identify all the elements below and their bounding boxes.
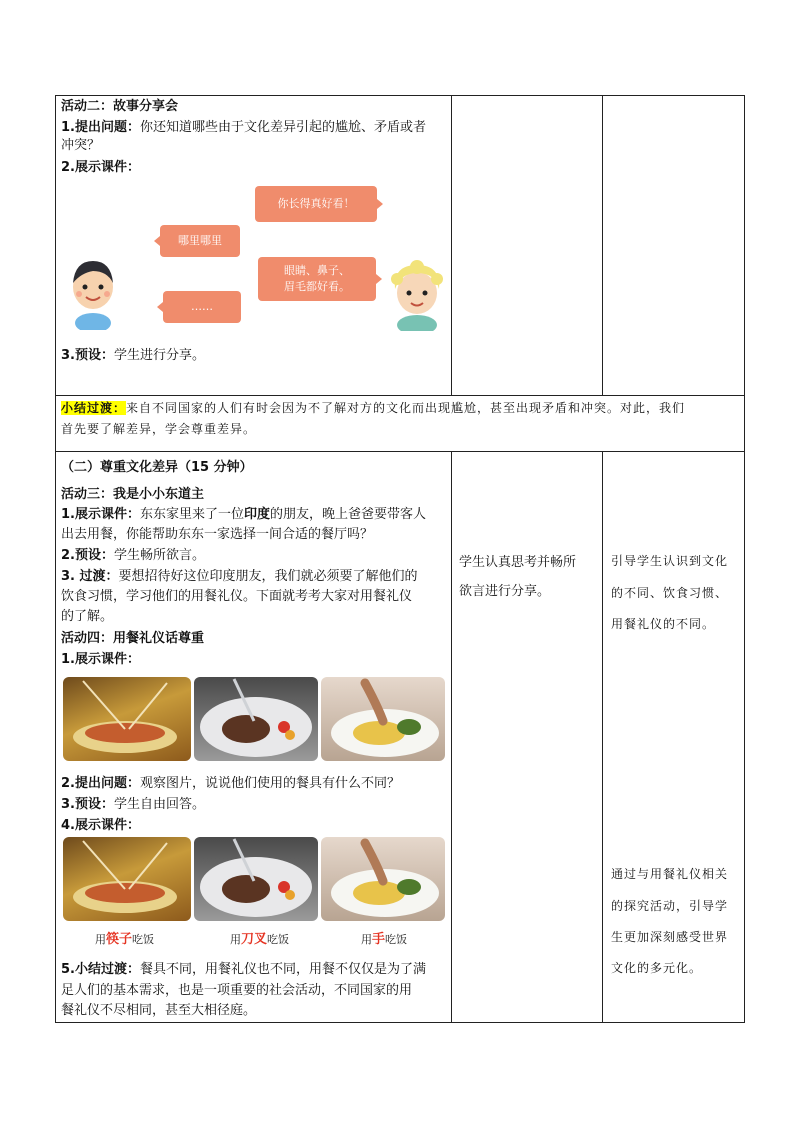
border-bottom (55, 1022, 745, 1023)
bubble-compliment: 你长得真好看！ (255, 186, 377, 222)
intent-b-line1: 通过与用餐礼仪相关 (611, 867, 729, 881)
border-right (744, 95, 745, 1023)
activity3-transition-cont1: 饮食习惯，学习他们的用餐礼仪。下面就考考大家对用餐礼仪 (61, 589, 413, 604)
activity4-preset: 3.预设：学生自由回答。 (61, 797, 205, 812)
intent-b-line3: 生更加深刻感受世界 (611, 930, 729, 944)
border-left (55, 95, 56, 1023)
photo-chopsticks (63, 677, 191, 761)
activity3-title: 活动三：我是小小东道主 (61, 487, 205, 502)
border-row1 (55, 395, 745, 396)
caption-knife-fork: 用刀叉吃饭 (230, 932, 290, 947)
activity4-summary-cont1: 足人们的基本需求，也是一项重要的社会活动，不同国家的用 (61, 983, 413, 998)
summary-line1: 小结过渡：来自不同国家的人们有时会因为不了解对方的文化而出现尴尬，甚至出现矛盾和冲突。对此，我们 (61, 401, 686, 415)
caption-chopsticks: 用筷子吃饭 (95, 932, 155, 947)
activity2-title: 活动二：故事分享会 (61, 99, 179, 114)
photo-knife-fork (194, 677, 318, 761)
bubble-modest: 哪里哪里 (160, 225, 240, 257)
activity2-question-cont: 冲突？ (61, 138, 101, 153)
activity3-show: 1.展示课件：东东家里来了一位印度的朋友，晚上爸爸要带客人 (61, 507, 427, 522)
photo-hand (321, 677, 445, 761)
activity3-show-cont: 出去用餐，你能帮助东东一家选择一间合适的餐厅吗？ (61, 527, 374, 542)
photo-chopsticks-2 (63, 837, 191, 921)
border-col2-a (602, 95, 603, 396)
bubble-ellipsis: …… (163, 291, 241, 323)
activity4-show2: 4.展示课件： (61, 818, 140, 833)
border-top (55, 95, 745, 96)
section2-heading: （二）尊重文化差异（15 分钟） (61, 460, 253, 475)
photo-knife-fork-2 (194, 837, 318, 921)
activity4-summary: 5.小结过渡：餐具不同，用餐礼仪也不同，用餐不仅仅是为了满 (61, 962, 426, 977)
activity2-preset: 3.预设：学生进行分享。 (61, 348, 205, 363)
activity3-transition: 3. 过渡：要想招待好这位印度朋友，我们就必须要了解他们的 (61, 569, 418, 584)
activity4-question: 2.提出问题：观察图片，说说他们使用的餐具有什么不同？ (61, 776, 400, 791)
activity4-title: 活动四：用餐礼仪话尊重 (61, 631, 205, 646)
intent-b-line4: 文化的多元化。 (611, 961, 703, 975)
border-col2-b (602, 451, 603, 1023)
intent-b-line2: 的探究活动，引导学 (611, 899, 729, 913)
border-col1-b (451, 451, 452, 1023)
border-col1-a (451, 95, 452, 396)
photo-hand-2 (321, 837, 445, 921)
activity2-question: 1.提出问题：你还知道哪些由于文化差异引起的尴尬、矛盾或者 (61, 120, 426, 135)
student-activity-line2: 欲言进行分享。 (459, 584, 551, 599)
intent-a-line1: 引导学生认识到文化 (611, 554, 729, 568)
intent-a-line2: 的不同、饮食习惯、 (611, 586, 729, 600)
student-activity-line1: 学生认真思考并畅所 (459, 555, 577, 570)
border-row2 (55, 451, 745, 452)
summary-line2: 首先要了解差异，学会尊重差异。 (61, 422, 257, 436)
intent-a-line3: 用餐礼仪的不同。 (611, 617, 716, 631)
activity3-transition-cont2: 的了解。 (61, 609, 114, 624)
activity4-show: 1.展示课件： (61, 652, 140, 667)
lesson-plan-table (55, 95, 745, 1023)
summary-label: 小结过渡： (61, 401, 127, 415)
activity2-show: 2.展示课件： (61, 160, 140, 175)
bubble-features: 眼睛、鼻子、 眉毛都好看。 (258, 257, 376, 301)
activity4-summary-cont2: 餐礼仪不尽相同，甚至大相径庭。 (61, 1003, 257, 1018)
blond-boy-cartoon (389, 259, 445, 331)
caption-hand: 用手吃饭 (361, 932, 408, 947)
boy-cartoon (67, 255, 119, 330)
activity3-preset: 2.预设：学生畅所欲言。 (61, 548, 205, 563)
